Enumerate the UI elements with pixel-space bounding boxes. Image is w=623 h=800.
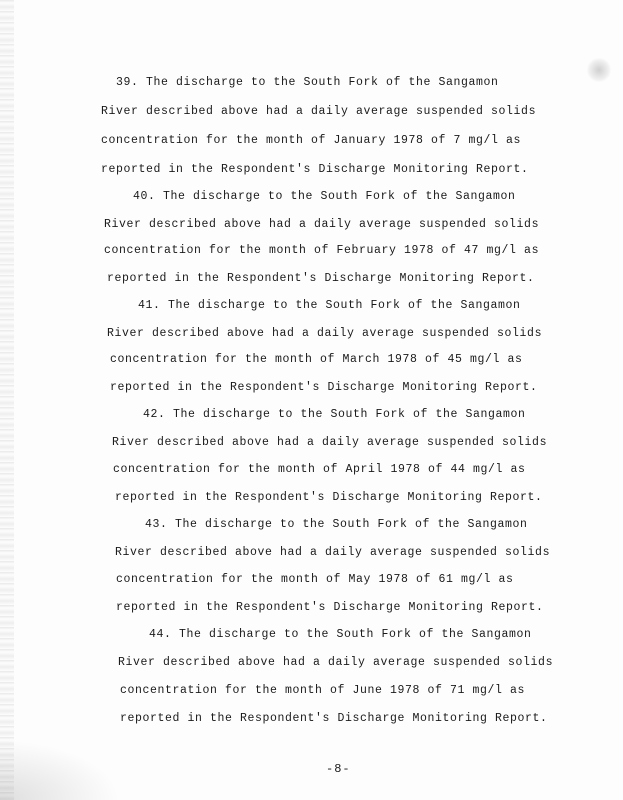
paragraph-line: 43. The discharge to the South Fork of the Sangamon: [145, 518, 528, 531]
paragraph-line: reported in the Respondent's Discharge Monitoring Report.: [120, 712, 548, 725]
paragraph-line: concentration for the month of January 1978 of 7 mg/l as: [101, 134, 522, 147]
scan-noise-bottom-left: [0, 740, 120, 800]
paragraph-line: concentration for the month of March 1978 of 45 mg/l as: [110, 353, 523, 366]
paragraph-line: reported in the Respondent's Discharge Monitoring Report.: [107, 272, 535, 285]
paragraph-line: River described above had a daily average suspended solids: [107, 327, 543, 340]
paragraph-line: reported in the Respondent's Discharge Monitoring Report.: [110, 381, 538, 394]
scan-noise-left: [0, 0, 14, 800]
paragraph-line: 42. The discharge to the South Fork of the Sangamon: [143, 408, 526, 421]
paragraph-line: 44. The discharge to the South Fork of the Sangamon: [149, 628, 532, 641]
paragraph-line: concentration for the month of April 1978 of 44 mg/l as: [113, 463, 526, 476]
page-number: -8-: [326, 762, 351, 776]
paragraph-line: River described above had a daily average suspended solids: [115, 546, 551, 559]
paragraph-line: reported in the Respondent's Discharge Monitoring Report.: [116, 601, 544, 614]
paragraph-line: 40. The discharge to the South Fork of the Sangamon: [133, 190, 516, 203]
paragraph-line: concentration for the month of May 1978 of 61 mg/l as: [116, 573, 514, 586]
paragraph-line: 41. The discharge to the South Fork of the Sangamon: [138, 299, 521, 312]
paragraph-line: 39. The discharge to the South Fork of the Sangamon: [116, 76, 499, 89]
scan-noise-top-right: [586, 58, 612, 82]
paragraph-line: reported in the Respondent's Discharge Monitoring Report.: [101, 163, 529, 176]
paragraph-line: River described above had a daily average suspended solids: [118, 656, 554, 669]
paragraph-line: concentration for the month of February 1978 of 47 mg/l as: [104, 244, 540, 257]
paragraph-line: River described above had a daily average suspended solids: [112, 436, 548, 449]
paragraph-line: River described above had a daily average suspended solids: [101, 105, 537, 118]
paragraph-line: concentration for the month of June 1978 of 71 mg/l as: [120, 684, 526, 697]
paragraph-line: River described above had a daily average suspended solids: [104, 218, 540, 231]
paragraph-line: reported in the Respondent's Discharge Monitoring Report.: [115, 491, 543, 504]
